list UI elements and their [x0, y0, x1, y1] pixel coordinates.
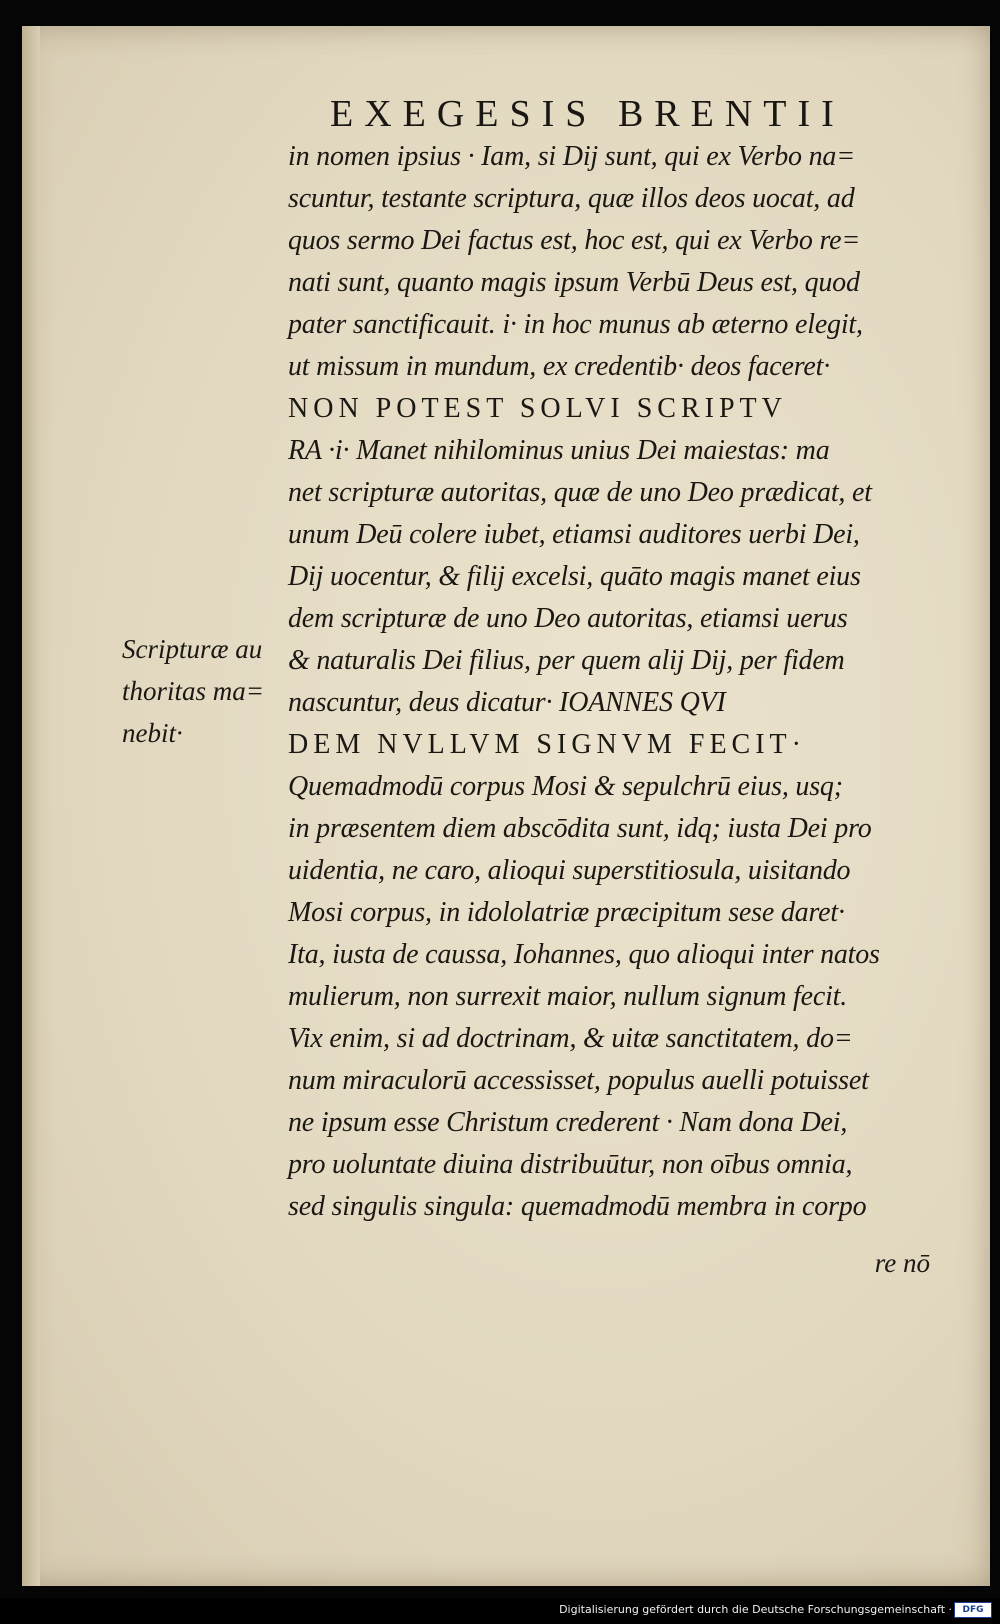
text-line: mulierum, non surrexit maior, nullum signum fecit. [288, 981, 848, 1012]
margin-note-line: nebit· [122, 718, 183, 748]
page-gutter [22, 26, 40, 1586]
funding-notice: Digitalisierung gefördert durch die Deutsche Forschungsgemeinschaft · [559, 1603, 952, 1616]
text-line: nati sunt, quanto magis ipsum Verbū Deus est, quod [288, 267, 860, 298]
text-line: num miraculorū accessisset, populus auelli potuisset [288, 1065, 869, 1096]
running-head: EXEGESIS BRENTII [330, 93, 845, 135]
text-line: ne ipsum esse Christum crederent · Nam dona Dei, [288, 1107, 848, 1138]
text-line: Dij uocentur, & filij excelsi, quāto magis manet eius [288, 561, 861, 592]
text-line: ut missum in mundum, ex credentib· deos faceret· [288, 351, 830, 382]
text-line: & naturalis Dei filius, per quem alij Dij, per fidem [288, 645, 845, 676]
text-line: Vix enim, si ad doctrinam, & uitæ sanctitatem, do= [288, 1023, 853, 1054]
margin-note-line: thoritas ma= [122, 676, 264, 706]
text-line: Ita, iusta de caussa, Iohannes, quo alioqui inter natos [288, 939, 880, 970]
catchword: re nō [874, 1248, 930, 1278]
text-line: in præsentem diem abscōdita sunt, idq; iusta Dei pro [288, 813, 872, 844]
text-line: uidentia, ne caro, alioqui superstitiosula, uisitando [288, 855, 851, 886]
lemma-line: DEM NVLLVM SIGNVM FECIT· [288, 729, 806, 760]
lemma-line: NON POTEST SOLVI SCRIPTV [288, 393, 787, 424]
text-line: dem scripturæ de uno Deo autoritas, etiamsi uerus [288, 603, 848, 634]
text-line: Mosi corpus, in idololatriæ præcipitum sese daret· [288, 897, 845, 928]
text-line: nascuntur, deus dicatur· IOANNES QVI [288, 687, 726, 718]
text-line: quos sermo Dei factus est, hoc est, qui ex Verbo re= [288, 225, 861, 256]
text-line: in nomen ipsius · Iam, si Dij sunt, qui ex Verbo na= [288, 141, 855, 172]
text-line: unum Deū colere iubet, etiamsi auditores uerbi Dei, [288, 519, 860, 550]
text-line: pater sanctificauit. i· in hoc munus ab æterno elegit, [288, 309, 863, 340]
text-line: sed singulis singula: quemadmodū membra in corpo [288, 1191, 867, 1222]
body-text [288, 136, 938, 1228]
text-line: Quemadmodū corpus Mosi & sepulchrū eius, usq; [288, 771, 843, 802]
text-line: RA ·i· Manet nihilominus unius Dei maiestas: ma [288, 435, 830, 466]
text-line: net scripturæ autoritas, quæ de uno Deo prædicat, et [288, 477, 872, 508]
text-line: scuntur, testante scriptura, quæ illos deos uocat, ad [288, 183, 855, 214]
margin-note-line: Scripturæ au [122, 634, 263, 664]
margin-note [122, 628, 292, 754]
text-line: pro uoluntate diuina distribuūtur, non oībus omnia, [288, 1149, 853, 1180]
dfg-logo: DFG [954, 1602, 992, 1618]
